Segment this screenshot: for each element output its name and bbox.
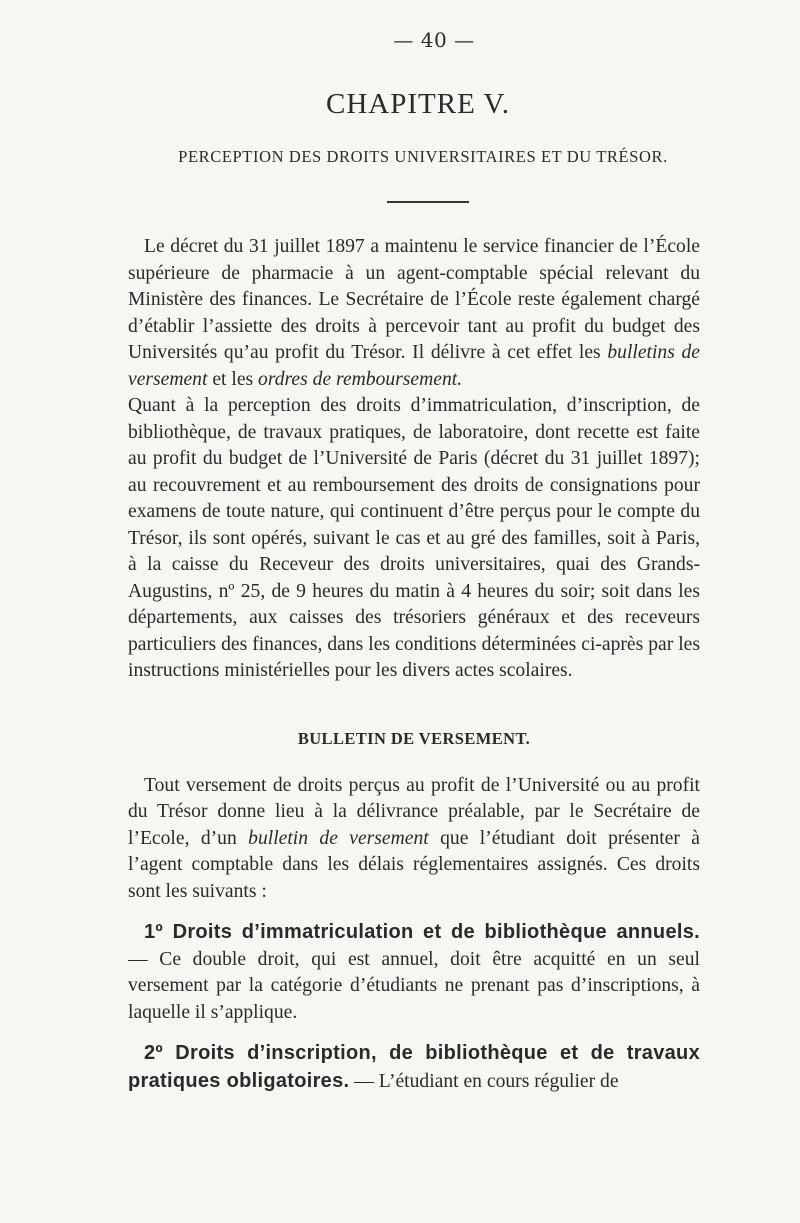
paragraph-perception: Quant à la perception des droits d’immatriculation, d’inscription, de bibliothèque, de travaux pratiques, de laboratoire, dont recette est faite au profit du budget de l’Université de Paris (décret du 31 juillet 1897); au recouvrement et au remboursement des droits de consignations pour examens de toute nature, qui continuent d’être perçus pour le compte du Trésor, ils sont opérés, suivant le cas et au gré des familles, soit à Paris, à la caisse du Receveur des droits universitaires, quai des Grands-Augustins, nº 25, de 9 heures du matin à 4 heures du soir; soit dans les départements, aux caisses des trésoriers généraux et des receveurs particuliers des finances, dans les conditions déterminées ci-après par les instructions ministérielles pour les divers actes scolaires. [128, 395, 700, 681]
paragraph-versement-text-2: que l’étudiant doit présenter à l’agent comptable dans les délais réglementaires assignés. Ces droits sont les suivants : [128, 827, 700, 902]
paragraph-versement-italic: bulletin de versement [248, 827, 429, 849]
chapter-subtitle: PERCEPTION DES DROITS UNIVERSITAIRES ET DU TRÉSOR. [178, 147, 668, 166]
paragraph-intro-italic-1: bulletins de versement [128, 342, 700, 390]
paragraph-versement [128, 773, 700, 906]
list-item-2 [128, 1040, 700, 1095]
document-page [128, 28, 700, 1095]
list-item-2-heading: 2º Droits d’inscription, de bibliothèque et de travaux pratiques obligatoires. [128, 1042, 700, 1092]
paragraph-intro-text-2: et les [207, 368, 259, 390]
list-item-2-text: — L’étudiant en cours régulier de [349, 1070, 619, 1092]
paragraph-versement-text-1: Tout versement de droits perçus au profit de l’Université ou au profit du Trésor donne lieu à la délivrance préalable, par le Secrétaire de l’Ecole, d’un [128, 774, 700, 849]
page-number: — 40 — [393, 28, 475, 52]
list-item-1 [128, 919, 700, 1026]
chapter-title: CHAPITRE V. [326, 88, 510, 120]
list-item-1-text: — Ce double droit, qui est annuel, doit être acquitté en un seul versement par la catégorie d’étudiants ne prenant pas d’inscriptions, à laquelle il s’applique. [128, 948, 700, 1023]
section-heading: BULLETIN DE VERSEMENT. [297, 728, 531, 748]
list-item-1-heading: 1º Droits d’immatriculation et de bibliothèque annuels. [144, 921, 700, 943]
section-divider [387, 201, 469, 203]
paragraph-intro-text-1: Le décret du 31 juillet 1897 a maintenu le service financier de l’École supérieure de pharmacie à un agent-comptable spécial relevant du Ministère des finances. Le Secrétaire de l’École reste également chargé d’établir l’assiette des droits à percevoir tant au profit du budget des Universités qu’au profit du Trésor. Il délivre à cet effet les [128, 236, 700, 363]
paragraph-intro [128, 234, 700, 393]
paragraph-intro-italic-2: ordres de remboursement. [258, 368, 463, 390]
